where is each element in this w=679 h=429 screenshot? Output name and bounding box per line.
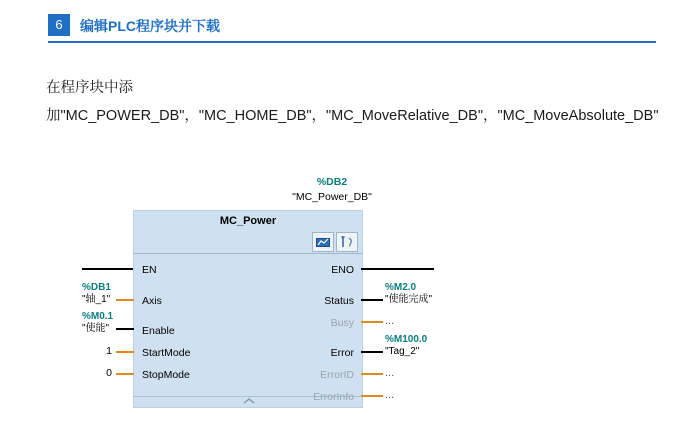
operand-errorid-placeholder[interactable]: ... — [385, 367, 395, 379]
block-icon-group — [312, 232, 358, 250]
wire-en — [82, 268, 133, 270]
pin-label-en: EN — [142, 264, 157, 276]
pin-label-stopmode: StopMode — [142, 369, 190, 381]
operand-errorinfo-placeholder[interactable]: ... — [385, 389, 395, 401]
page-title: 编辑PLC程序块并下载 — [80, 18, 220, 34]
collapse-chevron-icon[interactable] — [242, 397, 256, 406]
wire-error — [361, 351, 383, 353]
pin-label-status: Status — [324, 295, 354, 307]
db-instance-label: "MC_Power_DB" — [292, 191, 372, 203]
wire-stopmode — [116, 373, 134, 375]
section-header — [48, 14, 656, 46]
enable-icon[interactable] — [312, 232, 334, 252]
block-title: MC_Power — [219, 215, 277, 227]
operand-status-symbol: "使能完成" — [385, 294, 433, 305]
operand-axis-address: %DB1 — [82, 282, 111, 293]
operand-error-address: %M100.0 — [385, 334, 428, 345]
pin-label-startmode: StartMode — [142, 347, 191, 359]
pin-label-errorinfo: ErrorInfo — [313, 391, 354, 403]
pin-label-errorid: ErrorID — [320, 369, 354, 381]
block-header-divider — [134, 253, 362, 254]
operand-axis[interactable] — [82, 282, 111, 306]
operand-axis-symbol: "轴_1" — [82, 294, 111, 305]
tools-icon[interactable] — [336, 232, 358, 252]
wire-busy — [361, 321, 383, 323]
operand-startmode-value[interactable]: 1 — [106, 345, 112, 357]
operand-status-address: %M2.0 — [385, 282, 417, 293]
wire-errorid — [361, 373, 383, 375]
wire-startmode — [116, 351, 134, 353]
wire-status — [361, 299, 383, 301]
pin-label-error: Error — [330, 347, 354, 359]
pin-label-axis: Axis — [142, 295, 162, 307]
body-paragraph: 在程序块中添加"MC_POWER_DB"，"MC_HOME_DB"，"MC_MoveRelative_DB"，"MC_MoveAbsolute_DB" — [46, 80, 659, 124]
db-number-label: %DB2 — [316, 176, 348, 188]
pin-label-enable: Enable — [142, 325, 175, 337]
mc-power-block[interactable] — [133, 210, 363, 408]
operand-enable[interactable] — [82, 311, 113, 335]
lad-instruction-block — [82, 176, 502, 421]
operand-status[interactable] — [385, 282, 432, 306]
operand-stopmode-value[interactable]: 0 — [106, 367, 112, 379]
wire-eno — [361, 268, 434, 270]
wire-enable — [116, 328, 134, 330]
step-number-badge: 6 — [48, 14, 70, 36]
operand-error[interactable] — [385, 334, 427, 358]
operand-enable-address: %M0.1 — [82, 311, 114, 322]
wire-axis — [116, 299, 134, 301]
pin-label-eno: ENO — [331, 264, 354, 276]
pin-label-busy: Busy — [330, 317, 354, 329]
operand-enable-symbol: "使能" — [82, 323, 110, 334]
operand-busy-placeholder[interactable]: ... — [385, 315, 395, 327]
wire-errorinfo — [361, 395, 383, 397]
operand-error-symbol: "Tag_2" — [385, 346, 420, 357]
header-divider — [48, 41, 656, 43]
